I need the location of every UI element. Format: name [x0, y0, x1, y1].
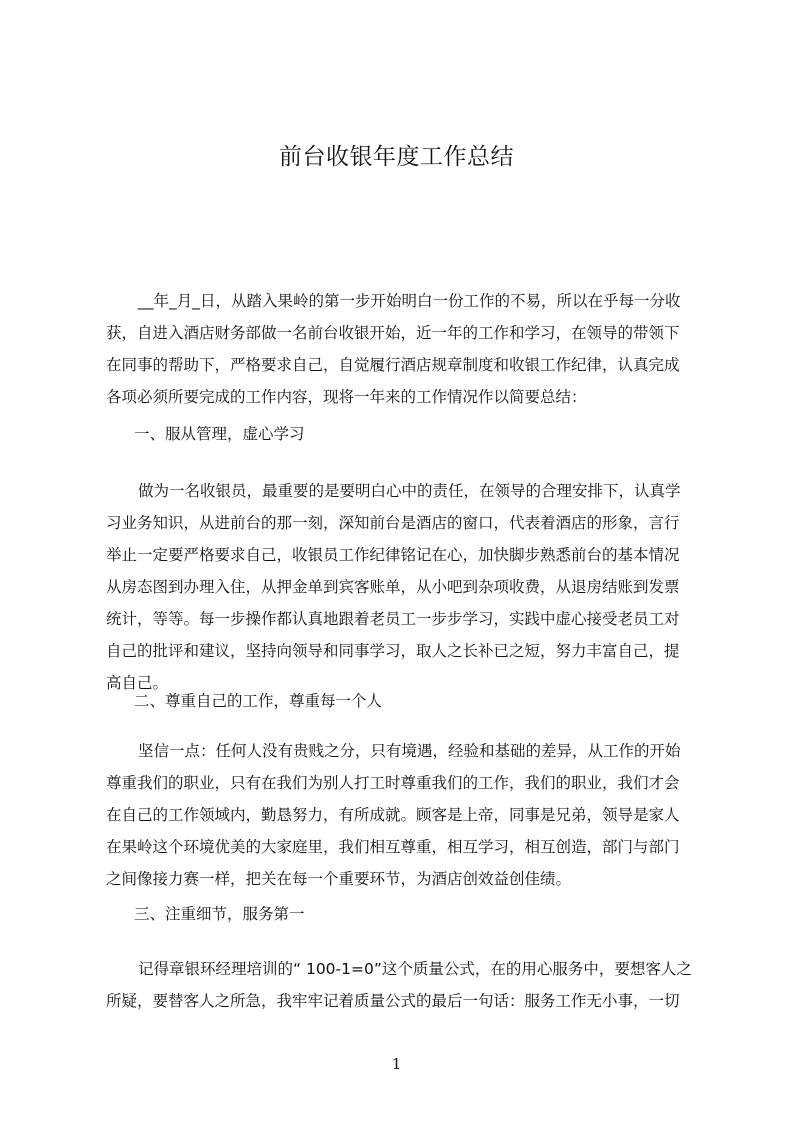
paragraph-line: 各项必须所要完成的工作内容，现将一年来的工作情况作以简要总结： — [106, 388, 587, 406]
paragraph-line: 尊重我们的职业，只有在我们为别人打工时尊重我们的工作，我们的职业，我们才会 — [106, 774, 680, 792]
paragraph-line: 获，自进入酒店财务部做一名前台收银开始，近一年的工作和学习，在领导的带领下 — [106, 324, 680, 342]
paragraph-line: __年_月_日，从踏入果岭的第一步开始明白一份工作的不易，所以在乎每一分收 — [138, 292, 681, 310]
document-title: 前台收银年度工作总结 — [279, 144, 514, 170]
section-heading: 二、尊重自己的工作，尊重每一个人 — [134, 692, 383, 710]
paragraph-line: 之间像接力赛一样，把关在每一个重要环节，为酒店创效益创佳绩。 — [106, 870, 572, 888]
intro-paragraph — [106, 285, 681, 413]
page-number: 1 — [391, 1055, 402, 1073]
paragraph-line: 自己的批评和建议，坚持向领导和同事学习，取人之长补已之短，努力丰富自己，提 — [106, 642, 680, 660]
paragraph-line: 在自己的工作领域内，勤恳努力，有所成就。顾客是上帝，同事是兄弟，领导是家人 — [106, 806, 680, 824]
section-paragraph — [106, 475, 681, 699]
paragraph-line: 习业务知识，从进前台的那一刻，深知前台是酒店的窗口，代表着酒店的形象，言行 — [106, 514, 680, 532]
paragraph-line: 做为一名收银员，最重要的是要明白心中的责任，在领导的合理安排下，认真学 — [138, 482, 681, 500]
paragraph-line: 在果岭这个环境优美的大家庭里，我们相互尊重，相互学习，相互创造，部门与部门 — [106, 838, 680, 856]
paragraph-line: 坚信一点：任何人没有贵贱之分，只有境遇，经验和基础的差异，从工作的开始 — [138, 742, 681, 760]
paragraph-line: 举止一定要严格要求自己，收银员工作纪律铭记在心，加快脚步熟悉前台的基本情况 — [106, 546, 680, 564]
section-heading: 三、注重细节，服务第一 — [134, 905, 305, 923]
section-paragraph — [106, 735, 681, 895]
paragraph-line: 从房态图到办理入住，从押金单到宾客账单，从小吧到杂项收费，从退房结账到发票 — [106, 578, 680, 596]
paragraph-line: 统计，等等。每一步操作都认真地跟着老员工一步步学习，实践中虚心接受老员工对 — [106, 610, 680, 628]
paragraph-line: 记得章银环经理培训的“ 100-1=0”这个质量公式，在的用心服务中，要想客人之 — [138, 960, 692, 978]
section-paragraph — [106, 953, 692, 1017]
section-heading: 一、服从管理，虚心学习 — [134, 425, 305, 443]
paragraph-line: 在同事的帮助下，严格要求自己，自觉履行酒店规章制度和收银工作纪律，认真完成 — [106, 356, 680, 374]
paragraph-line: 高自己。 — [106, 674, 169, 692]
paragraph-line: 所疑，要替客人之所急，我牢牢记着质量公式的最后一句话：服务工作无小事，一切 — [106, 992, 680, 1010]
